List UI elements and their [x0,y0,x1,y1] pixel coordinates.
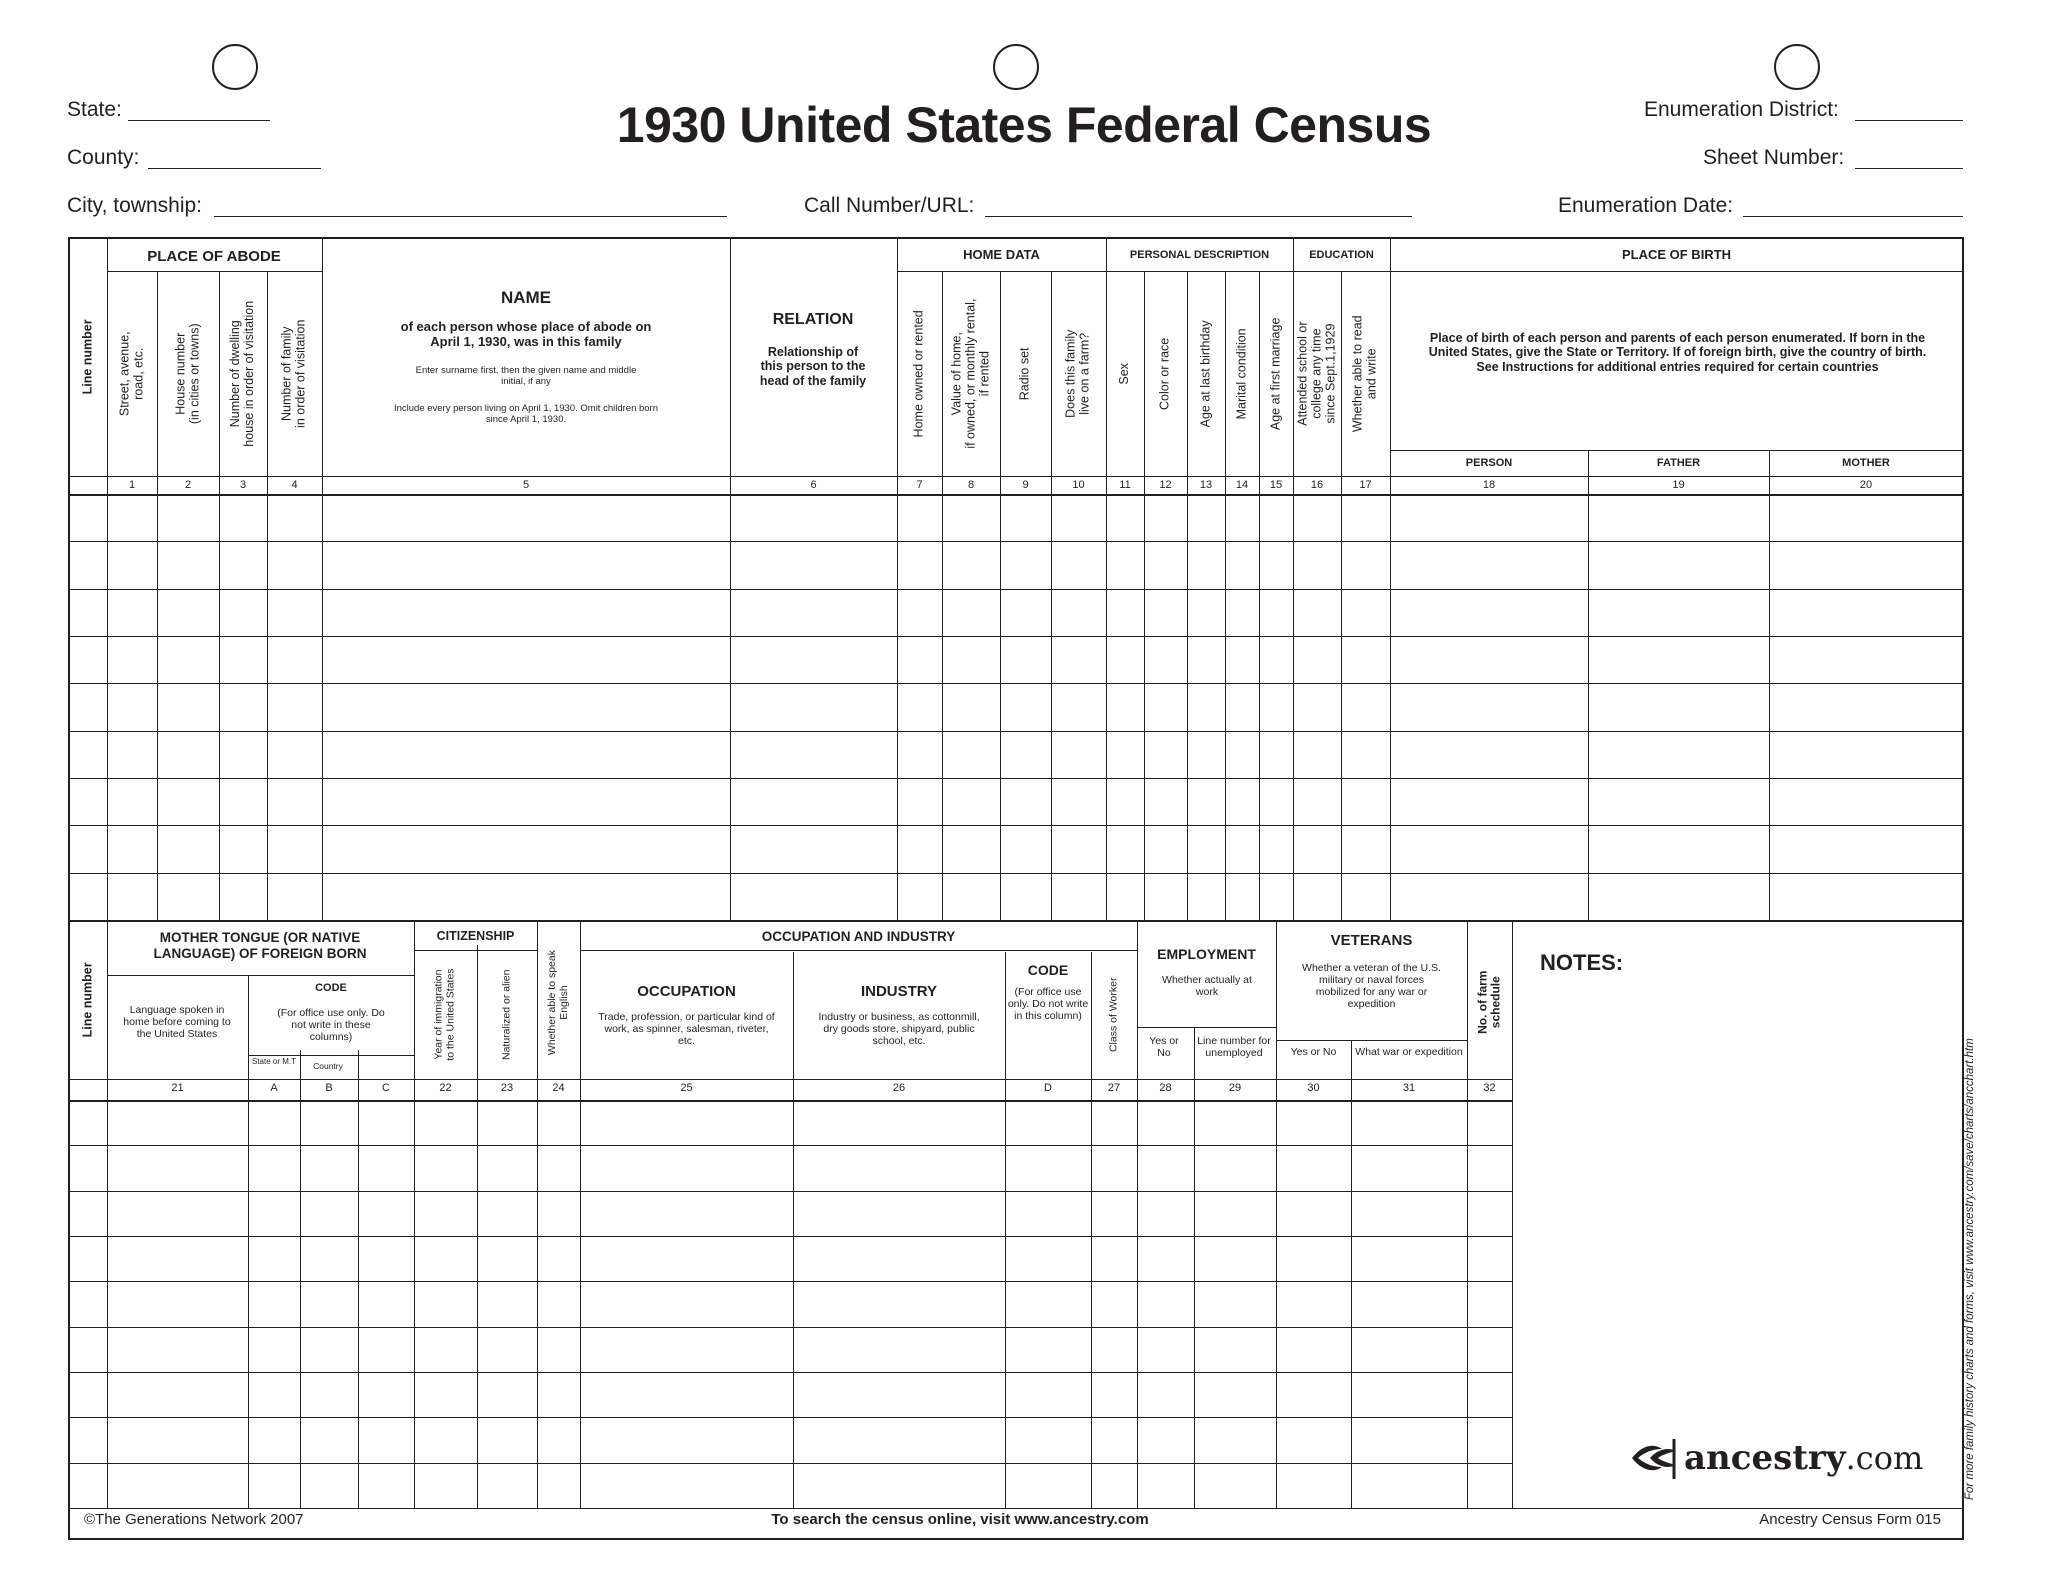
group-education: EDUCATION [1309,249,1374,261]
section-divider [70,920,1963,922]
group-rule [580,950,1137,951]
ancestry-logo [1628,1435,1923,1481]
col-sex: Sex [1117,362,1132,385]
group-personal-description: PERSONAL DESCRIPTION [1129,249,1270,261]
birth-father-label: FATHER [1656,457,1701,469]
logo-suffix: .com [1845,1439,1924,1477]
code2-title: CODE [1027,962,1069,978]
col-street: Street, avenue, road, etc. [117,331,145,416]
birth-person-label: PERSON [1465,457,1513,469]
column-number: 2 [184,479,192,491]
county-label: County: [67,146,140,169]
footer-rule [70,1508,1963,1509]
col-home-owned: Home owned or rented [911,309,926,438]
table-row [70,825,1963,826]
column-divider [1276,920,1277,1508]
number-row-rule [70,1079,1512,1080]
column-number: 13 [1199,479,1213,491]
district-label: Enumeration District: [1644,98,1839,121]
group-rule [1137,1027,1276,1028]
birth-mother-label: MOTHER [1842,457,1890,469]
col-color-race: Color or race [1157,337,1172,410]
column-number: 9 [1022,479,1029,491]
employment-desc: Whether actually at work [1162,974,1252,999]
veterans-title: VETERANS [1330,932,1413,949]
veterans-what-war: What war or expedition [1355,1046,1463,1058]
district-field[interactable] [1855,120,1963,121]
col-house-number: House number (in cities or towns) [173,323,202,424]
group-place-of-abode: PLACE OF ABODE [147,248,281,265]
column-divider [1512,920,1513,1508]
binder-hole-right [1774,44,1820,90]
table-row [70,873,1963,874]
employment-title: EMPLOYMENT [1157,946,1256,962]
table-row [70,541,1963,542]
group-rule [1276,1040,1467,1041]
date-label: Enumeration Date: [1558,194,1734,217]
col-class-of-worker: Class of Worker [1107,977,1120,1053]
column-number: 6 [810,479,817,491]
column-number: 14 [1235,479,1249,491]
col-dwelling-number: Number of dwelling house in order of visitation [228,300,257,447]
column-number: 27 [1107,1082,1121,1094]
column-divider [793,952,794,1508]
code-subhead-rule [248,1055,414,1056]
footer-form-number: Ancestry Census Form 015 [1759,1511,1941,1528]
table-row [70,1417,1512,1418]
binder-hole-center [993,44,1039,90]
binder-hole-left [212,44,258,90]
column-number: 8 [967,479,975,491]
date-field[interactable] [1743,216,1963,217]
table-row [70,636,1963,637]
column-number: 30 [1307,1082,1320,1094]
column-number: 3 [239,479,247,491]
column-number: 32 [1483,1082,1496,1094]
name-instructions: Enter surname first, then the given name and middle initial, if any [415,365,637,387]
footer-search[interactable]: To search the census online, visit www.ancestry.com [771,1511,1149,1528]
citizenship-title: CITIZENSHIP [436,929,515,943]
birth-desc: Place of birth of each person and parents of each person enumerated. If born in the United States, give the State or Territory. If of foreign birth, give the country of birth. See Instructions for additional entries required for certain countries [1428,331,1927,374]
column-number: 17 [1359,479,1372,491]
col-farm-schedule: No. of farm schedule [1475,970,1503,1035]
header-bottom-rule [70,494,1963,496]
table-row [70,1236,1512,1237]
column-number: 11 [1119,479,1131,491]
column-number: 1 [128,479,136,491]
col-line-number-bottom: Line number [80,962,95,1038]
column-divider [1390,239,1391,920]
birth-subhead-rule [1390,450,1963,451]
page-title: 1930 United States Federal Census [616,97,1432,153]
column-divider [1769,450,1770,920]
column-number: A [270,1082,278,1094]
industry-desc: Industry or business, as cottonmill, dry goods store, shipyard, public school, etc. [818,1011,980,1048]
relation-desc: Relationship of this person to the head of the family [759,345,867,388]
name-desc: of each person whose place of abode on April 1, 1930, was in this family [400,319,652,349]
header-bottom-rule [70,1100,1512,1102]
column-number: 26 [892,1082,906,1094]
column-number: 25 [680,1082,693,1094]
group-rule [107,975,414,976]
occupation-desc: Trade, profession, or particular kind of work, as spinner, salesman, riveter, etc. [598,1011,775,1048]
table-row [70,1327,1512,1328]
column-number: 18 [1482,479,1496,491]
name-title: NAME [500,288,552,307]
code2-desc: (For office use only. Do not write in this column) [1007,986,1089,1023]
table-row [70,731,1963,732]
sheet-label: Sheet Number: [1703,146,1845,169]
veterans-desc: Whether a veteran of the U.S. military or naval forces mobilized for any war or expedition [1302,962,1441,1011]
column-number: 4 [291,479,298,491]
column-divider [1588,450,1589,920]
table-row [70,1191,1512,1192]
column-number: 5 [522,479,530,491]
column-number: 22 [439,1082,452,1094]
industry-title: INDUSTRY [860,983,938,1000]
column-number: 21 [171,1082,184,1094]
employment-yes-no: Yes or No [1149,1035,1179,1060]
number-row-rule [70,476,1963,477]
col-age-marriage: Age at first marriage [1268,317,1283,430]
name-include: Include every person living on April 1, 1930. Omit children born since April 1, 1930. [393,403,659,425]
sheet-field[interactable] [1855,168,1963,169]
column-number: 7 [916,479,923,491]
city-label: City, township: [67,194,202,217]
state-field[interactable] [128,120,270,121]
col-attended-school: Attended school or college any time since Sept.1,1929 [1295,321,1337,426]
relation-title: RELATION [772,311,854,328]
col-speak-english: Whether able to speak English [545,949,570,1056]
column-number: B [325,1082,333,1094]
veterans-yes-no: Yes or No [1290,1046,1337,1058]
column-number: D [1044,1082,1052,1094]
call-number-label: Call Number/URL: [804,194,975,217]
column-divider [300,1050,301,1508]
col-naturalized: Naturalized or alien [500,969,513,1061]
code-state-label: State or M.T [251,1057,296,1066]
employment-line-number: Line number for unemployed [1197,1035,1271,1060]
col-line-number: Line number [80,319,95,395]
col-read-write: Whether able to read and write [1350,315,1379,432]
column-number: 24 [552,1082,565,1094]
table-row [70,589,1963,590]
column-number: 20 [1859,479,1873,491]
mother-tongue-desc: Language spoken in home before coming to the United States [123,1004,231,1041]
column-number: 31 [1402,1082,1416,1094]
group-home-data: HOME DATA [963,247,1040,262]
table-row [70,1281,1512,1282]
code-title: CODE [315,982,347,994]
table-row [70,1372,1512,1373]
logo-text: ancestry [1684,1438,1846,1478]
column-number: 10 [1072,479,1085,491]
col-marital: Marital condition [1234,327,1249,420]
column-number: 28 [1159,1082,1172,1094]
notes-label[interactable]: NOTES: [1540,950,1624,975]
table-row [70,1145,1512,1146]
column-number: 16 [1310,479,1324,491]
column-number: 15 [1269,479,1283,491]
col-immigration-year: Year of immigration to the United States [432,968,457,1062]
leaf-icon [1628,1435,1680,1481]
column-divider [107,920,108,1508]
column-divider [730,239,731,920]
state-label: State: [67,98,122,121]
call-number-field[interactable] [985,216,1412,217]
col-family-number: Number of family in order of visitation [279,319,308,428]
county-field[interactable] [148,168,321,169]
col-home-value: Value of home, if owned, or monthly rental, if rented [949,298,991,449]
column-number: 12 [1159,479,1172,491]
column-number: C [382,1082,390,1094]
column-divider [322,239,323,920]
column-number: 29 [1228,1082,1242,1094]
table-row [70,778,1963,779]
column-divider [1351,1040,1352,1508]
mother-tongue-title: MOTHER TONGUE (OR NATIVE LANGUAGE) OF FOREIGN BORN [153,930,367,961]
column-number: 23 [500,1082,514,1094]
column-number: 19 [1672,479,1685,491]
column-divider [580,920,581,1508]
column-divider [1005,952,1006,1508]
group-place-of-birth: PLACE OF BIRTH [1621,247,1732,262]
code-desc: (For office use only. Do not write in these columns) [277,1007,385,1044]
col-age: Age at last birthday [1198,319,1213,428]
occupation-industry-title: OCCUPATION AND INDUSTRY [761,929,956,944]
col-farm: Does this family live on a farm? [1063,329,1092,418]
code-country-label: Country [313,1061,343,1071]
footer-copyright: ©The Generations Network 2007 [84,1511,304,1528]
table-row [70,1463,1512,1464]
col-radio-set: Radio set [1017,347,1032,400]
occupation-title: OCCUPATION [637,983,736,1000]
column-divider [1137,920,1138,1508]
column-divider [358,1050,359,1508]
side-note: For more family history charts and forms, visit www.ancestry.com/save/charts/ancchart.htm [1964,1038,1976,1500]
table-row [70,683,1963,684]
city-field[interactable] [214,216,727,217]
